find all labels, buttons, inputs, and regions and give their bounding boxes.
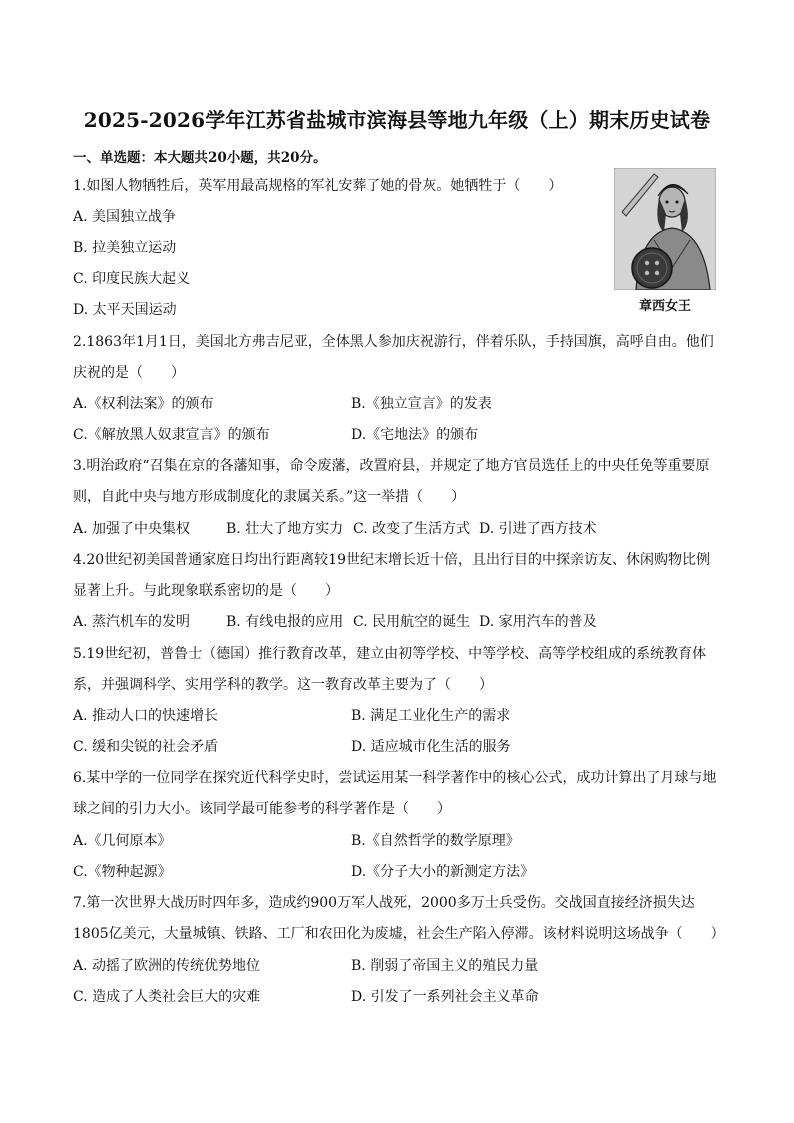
- q3-option-d[interactable]: D. 引进了西方技术: [479, 521, 597, 537]
- q5-option-a[interactable]: A. 推动人口的快速增长: [73, 708, 219, 724]
- q2-option-a[interactable]: A.《权利法案》的颁布: [73, 396, 214, 412]
- q5-stem-line2: 系，并强调科学、实用学科的教学。这一教育改革主要为了（ ）: [73, 677, 493, 693]
- q2-stem-line1: 2.1863年1月1日，美国北方弗吉尼亚，全体黑人参加庆祝游行，伴着乐队，手持国旗，高呼自由。他们: [73, 334, 714, 350]
- q6-option-a[interactable]: A.《几何原本》: [73, 833, 172, 849]
- q5-option-d[interactable]: D. 适应城市化生活的服务: [351, 739, 511, 755]
- q1-stem: 1.如图人物牺牲后，英军用最高规格的军礼安葬了她的骨灰。她牺牲于（ ）: [73, 178, 563, 194]
- q6-option-c[interactable]: C.《物种起源》: [73, 864, 172, 880]
- q1-option-b[interactable]: B. 拉美独立运动: [73, 240, 177, 256]
- q2-option-c[interactable]: C.《解放黑人奴隶宣言》的颁布: [73, 427, 270, 443]
- section-heading: 一、单选题：本大题共20小题，共20分。: [73, 150, 327, 166]
- q7-stem-line2: 1805亿美元，大量城镇、铁路、工厂和农田化为废墟，社会生产陷入停滞。该材料说明这场战争（ ）: [73, 926, 725, 942]
- q1-option-a[interactable]: A. 美国独立战争: [73, 209, 177, 225]
- q7-option-c[interactable]: C. 造成了人类社会巨大的灾难: [73, 989, 261, 1005]
- q1-option-d[interactable]: D. 太平天国运动: [73, 302, 177, 318]
- q2-option-d[interactable]: D.《宅地法》的颁布: [351, 427, 479, 443]
- q3-option-a[interactable]: A. 加强了中央集权: [73, 521, 191, 537]
- q5-option-c[interactable]: C. 缓和尖锐的社会矛盾: [73, 739, 219, 755]
- q4-option-d[interactable]: D. 家用汽车的普及: [479, 614, 597, 630]
- figure: [612, 168, 718, 318]
- queen-portrait-icon: [614, 168, 716, 290]
- q2-stem-line2: 庆祝的是（ ）: [73, 365, 185, 381]
- q6-stem-line1: 6.某中学的一位同学在探究近代科学史时，尝试运用某一科学著作中的核心公式，成功计算出了月球与地: [73, 770, 717, 786]
- q4-stem-line1: 4.20世纪初美国普通家庭日均出行距离较19世纪末增长近十倍，且出行目的中探亲访友、休闲购物比例: [73, 552, 710, 568]
- q2-option-b[interactable]: B.《独立宣言》的发表: [351, 396, 492, 412]
- q4-stem-line2: 显著上升。与此现象联系密切的是（ ）: [73, 583, 339, 599]
- page-title: 2025-2026学年江苏省盐城市滨海县等地九年级（上）期末历史试卷: [83, 108, 711, 132]
- q4-option-b[interactable]: B. 有线电报的应用: [226, 614, 344, 630]
- q3-stem-line1: 3.明治政府“召集在京的各藩知事，命令废藩，改置府县，并规定了地方官员选任上的中央任免等重要原: [73, 458, 710, 474]
- q6-stem-line2: 球之间的引力大小。该同学最可能参考的科学著作是（ ）: [73, 801, 451, 817]
- q4-option-c[interactable]: C. 民用航空的诞生: [353, 614, 471, 630]
- q7-option-d[interactable]: D. 引发了一系列社会主义革命: [351, 989, 539, 1005]
- q5-option-b[interactable]: B. 满足工业化生产的需求: [351, 708, 511, 724]
- figure-caption: 章西女王: [638, 299, 691, 314]
- q3-stem-line2: 则，自此中央与地方形成制度化的隶属关系。”这一举措（ ）: [73, 489, 466, 505]
- q6-option-d[interactable]: D.《分子大小的新测定方法》: [351, 864, 535, 880]
- q7-option-b[interactable]: B. 削弱了帝国主义的殖民力量: [351, 958, 539, 974]
- q3-option-b[interactable]: B. 壮大了地方实力: [226, 521, 344, 537]
- q7-stem-line1: 7.第一次世界大战历时四年多，造成约900万军人战死，2000多万士兵受伤。交战国直接经济损失达: [73, 895, 695, 911]
- portrait-image: [614, 168, 716, 290]
- q4-option-a[interactable]: A. 蒸汽机车的发明: [73, 614, 191, 630]
- q7-option-a[interactable]: A. 动摇了欧洲的传统优势地位: [73, 958, 261, 974]
- q6-option-b[interactable]: B.《自然哲学的数学原理》: [351, 833, 520, 849]
- q5-stem-line1: 5.19世纪初，普鲁士（德国）推行教育改革，建立由初等学校、中等学校、高等学校组成的系统教育体: [73, 646, 707, 662]
- q3-option-c[interactable]: C. 改变了生活方式: [353, 521, 471, 537]
- q1-option-c[interactable]: C. 印度民族大起义: [73, 271, 191, 287]
